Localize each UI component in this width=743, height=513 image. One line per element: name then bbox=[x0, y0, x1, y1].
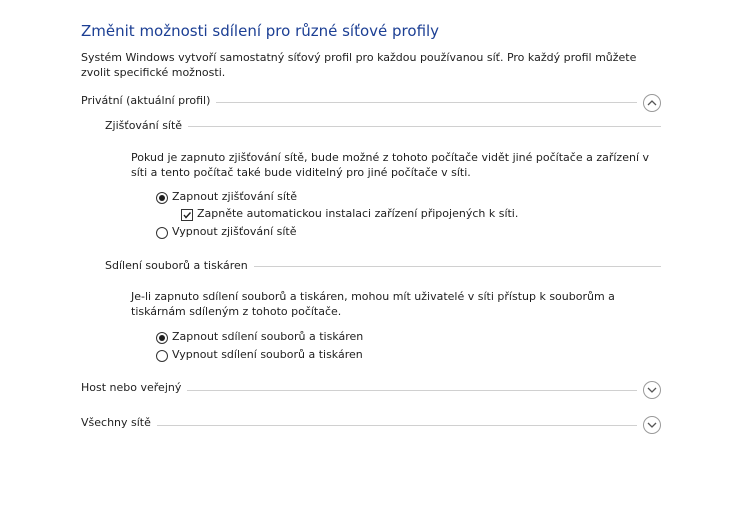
profile-guest-header[interactable] bbox=[81, 381, 663, 401]
sharing-off-label[interactable]: Vypnout sdílení souborů a tiskáren bbox=[172, 348, 363, 361]
chevron-down-icon[interactable] bbox=[643, 381, 661, 399]
divider bbox=[105, 126, 661, 127]
page-description: Systém Windows vytvoří samostatný síťový profil pro každou používanou síť. Pro každý profil můžete zvolit specifické možnosti. bbox=[81, 51, 637, 79]
sharing-on-radio[interactable] bbox=[156, 332, 168, 344]
divider bbox=[81, 425, 637, 426]
sharing-header bbox=[105, 259, 661, 279]
sharing-heading: Sdílení souborů a tiskáren bbox=[105, 259, 254, 272]
radio-selected-dot bbox=[159, 335, 165, 341]
discovery-on-label[interactable]: Zapnout zjišťování sítě bbox=[172, 190, 298, 203]
sharing-description: Je-li zapnuto sdílení souborů a tiskáren, mohou mít uživatelé v síti přístup k souborům a tiskárnám sdíleným z tohoto počítače. bbox=[131, 290, 615, 318]
auto-setup-checkbox[interactable] bbox=[181, 209, 193, 221]
profile-all-label: Všechny sítě bbox=[81, 416, 157, 429]
radio-selected-dot bbox=[159, 195, 165, 201]
discovery-on-radio[interactable] bbox=[156, 192, 168, 204]
chevron-up-icon[interactable] bbox=[643, 94, 661, 112]
page-title: Změnit možnosti sdílení pro různé síťové profily bbox=[81, 22, 440, 40]
sharing-on-label[interactable]: Zapnout sdílení souborů a tiskáren bbox=[172, 330, 364, 343]
profile-private-header[interactable] bbox=[81, 94, 663, 114]
profile-guest-label: Host nebo veřejný bbox=[81, 381, 187, 394]
discovery-heading: Zjišťování sítě bbox=[105, 119, 188, 132]
profile-all-header[interactable] bbox=[81, 416, 663, 436]
chevron-down-icon[interactable] bbox=[643, 416, 661, 434]
auto-setup-label[interactable]: Zapněte automatickou instalaci zařízení připojených k síti. bbox=[197, 207, 519, 220]
discovery-off-radio[interactable] bbox=[156, 227, 168, 239]
discovery-description: Pokud je zapnuto zjišťování sítě, bude možné z tohoto počítače vidět jiné počítače a zařízení v síti a tento počítač také bude viditelný pro jiné počítače v síti. bbox=[131, 151, 650, 179]
profile-private-label: Privátní (aktuální profil) bbox=[81, 94, 216, 107]
sharing-off-radio[interactable] bbox=[156, 350, 168, 362]
discovery-header bbox=[105, 119, 661, 139]
discovery-off-label[interactable]: Vypnout zjišťování sítě bbox=[172, 225, 297, 238]
checkmark-icon bbox=[182, 210, 192, 220]
